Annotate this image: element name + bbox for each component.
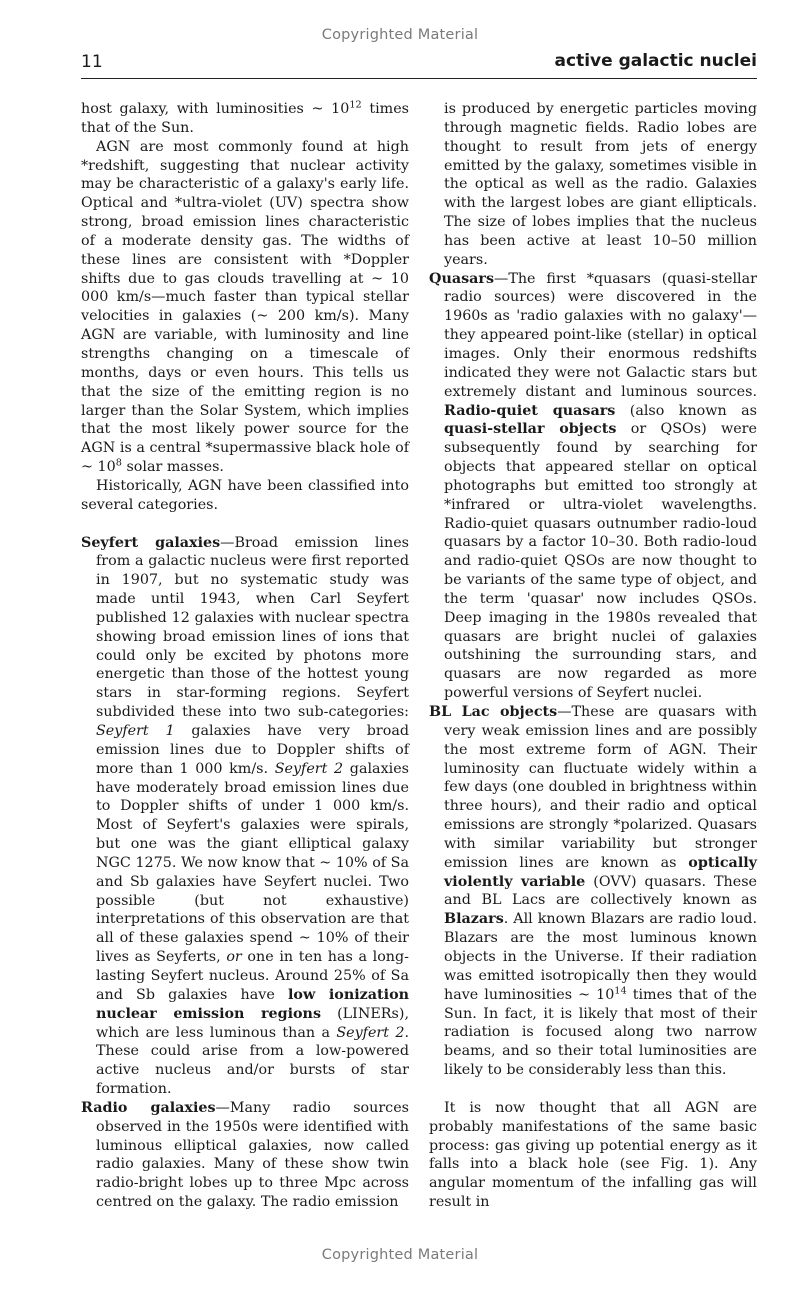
term-seyfert-galaxies: Seyfert galaxies <box>81 534 221 551</box>
entry-radio-galaxies: Radio galaxies—Many radio sources observed in the 1950s were identified with luminous elliptical galaxies, now called radio galaxies. Many of these show twin radio-bright lobes up to three Mpc across centred on the galaxy. The radio emission <box>81 1099 409 1211</box>
paragraph-classification: Historically, AGN have been classified into several categories. <box>81 477 409 513</box>
entry-quasars: Quasars—The first *quasars (quasi-stellar radio sources) were discovered in the 1960s as 'radio galaxies with no galaxy'—they appeared point-like (stellar) in optical images. Only their enormous redshifts indicated they were not Galactic stars but extremely distant and luminous sources. Radio-quiet quasars (also known as quasi-stellar objects or QSOs) were subsequently found by searching for objects that appeared stellar on optical photographs but emitted too strongly at *infrared or ultra-violet wavelengths. Radio-quiet quasars outnumber radio-loud quasars by a factor 10–30. Both radio-loud and radio-quiet QSOs are now thought to be variants of the same type of object, and the term 'quasar' now includes QSOs. Deep imaging in the 1980s revealed that quasars are bright nuclei of galaxies outshining the surrounding stars, and quasars are now regarded as more powerful versions of Seyfert nuclei. <box>429 270 757 702</box>
entry-seyfert-galaxies: Seyfert galaxies—Broad emission lines from a galactic nucleus were first reported in 1907, but no systematic study was made until 1943, when Carl Seyfert published 12 galaxies with nuclear spectra showing broad emission lines of ions that could only be excited by photons more energetic than those of the hottest young stars in star-forming regions. Seyfert subdivided these into two sub-categories: Seyfert 1 galaxies have very broad emission lines due to Doppler shifts of more than 1 000 km/s. Seyfert 2 galaxies have moderately broad emission lines due to Doppler shifts of under 1 000 km/s. Most of Seyfert's galaxies were spirals, but one was the giant elliptical galaxy NGC 1275. We now know that ~ 10% of Sa and Sb galaxies have Seyfert nuclei. Two possible (but not exhaustive) interpretations of this observation are that all of these galaxies spend ~ 10% of their lives as Seyferts, or one in ten has a long-lasting Seyfert nucleus. Around 25% of Sa and Sb galaxies have low ionization nuclear emission regions (LINERs), which are less luminous than a Seyfert 2. These could arise from a low-powered active nucleus and/or bursts of star formation. <box>81 534 410 1098</box>
paragraph-host-galaxy: host galaxy, with luminosities ~ $10^{12}$ times that of the Sun. <box>81 99 409 136</box>
left-column <box>81 100 409 1212</box>
term-bl-lac-objects: BL Lac objects <box>429 704 558 720</box>
term-radio-galaxies: Radio galaxies <box>81 1099 216 1116</box>
right-column <box>429 100 757 1212</box>
entry-radio-galaxies-continued: is produced by energetic particles moving through magnetic fields. Radio lobes are thought to result from jets of energy emitted by the galaxy, sometimes visible in the optical as well as the radio. Galaxies with the largest lobes are giant ellipticals. The size of lobes implies that the nucleus has been active at least 10–50 million years. <box>444 101 757 268</box>
copyright-watermark-top: Copyrighted Material <box>321 27 479 43</box>
entry-bl-lac-objects: BL Lac objects—These are quasars with very weak emission lines and are possibly the most extreme form of AGN. Their luminosity can fluctuate widely within a few days (one doubled in brightness within three hours), and their radio and optical emissions are strongly *polarized. Quasars with similar variability but stronger emission lines are known as optically violently variable (OVV) quasars. These and BL Lacs are collectively known as Blazars. All known Blazars are radio loud. Blazars are the most luminous known objects in the Universe. If their radiation was emitted isotropically then they would have luminosities ~ $10^{14}$ times that of the Sun. In fact, it is likely that most of their radiation is focused along two narrow beams, and so their total luminosities are likely to be considerably less than this. <box>429 704 758 1079</box>
copyright-watermark-bottom: Copyrighted Material <box>321 1247 479 1263</box>
page-header <box>81 50 757 79</box>
running-head: active galactic nuclei <box>554 51 757 71</box>
page-number: 11 <box>81 52 103 72</box>
paragraph-agn-redshift: AGN are most commonly found at high *redshift, suggesting that nuclear activity may be characteristic of a galaxy's early life. Optical and *ultra-violet (UV) spectra show strong, broad emission lines characteristic of a moderate density gas. The widths of these lines are consistent with *Doppler shifts due to gas clouds travelling at ~ 10 000 km/s—much faster than typical stellar velocities in galaxies (~ 200 km/s). Many AGN are variable, with luminosity and line strengths changing on a timescale of months, days or even hours. This tells us that the size of the emitting region is no larger than the Solar System, which implies that the most likely power source for the AGN is a central *supermassive black hole of ~ $10^8$ solar masses. <box>81 138 409 476</box>
paragraph-unified-model: It is now thought that all AGN are probably manifestations of the same basic process: gas giving up potential energy as it falls into a black hole (see Fig. 1). Any angular momentum of the infalling gas will result in <box>429 1099 757 1211</box>
term-quasars: Quasars <box>429 270 495 287</box>
